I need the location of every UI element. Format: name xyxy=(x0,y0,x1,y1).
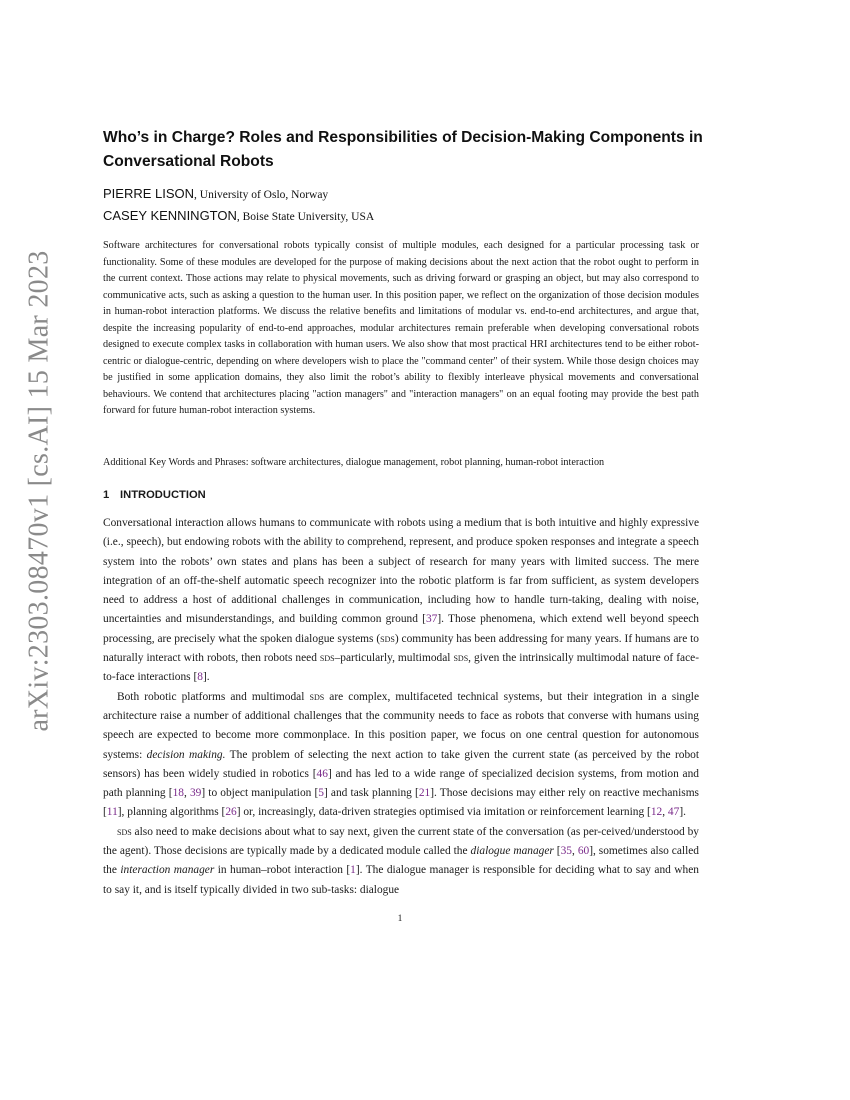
body-text xyxy=(103,514,699,900)
emphasis-text: dialogue manager xyxy=(470,845,554,858)
author-name: PIERRE LISON xyxy=(103,186,195,201)
citation-link[interactable]: 12 xyxy=(650,806,663,819)
text-run: ], sometimes also called the xyxy=(103,845,699,877)
abstract: Software architectures for conversational robots typically consist of multiple modules, each designed for a particular processing task or functionality. Some of these modules are developed for the purpose of making decisions about the next action that the robot ought to perform in the current context. Those actions may relate to physical movements, such as driving forward or grasping an object, but may also correspond to communicative acts, such as asking a question to the human user. In this position paper, we reflect on the organization of those decision modules in human-robot interaction platforms. We discuss the relative benefits and limitations of modular vs. end-to-end architectures, and argue that, despite the increasing popularity of end-to-end approaches, modular architectures remain preferable when developing conversational robots designed to execute complex tasks in collaboration with human users. We also show that most practical HRI architectures tend to be either robot-centric or dialogue-centric, depending on where developers wish to place the "command center" of their system. While those design choices may be justified in some application domains, they also limit the robot’s ability to flexibly interleave physical movements and conversational behaviours. We contend that architectures placing "action managers" and "interaction managers" on an equal footing may provide the best path forward for future human-robot interaction systems. xyxy=(103,240,699,416)
section-title: INTRODUCTION xyxy=(120,489,206,501)
text-run: Both robotic platforms and multimodal xyxy=(117,690,310,703)
text-run: Conversational interaction allows humans to communicate with robots using a medium that is both intuitive and highly expressive (i.e., speech), but endowing robots with the ability to comprehend, represent, and produce spoken responses and integrate a speech system into the robots’ own states and plans has been a subject of research for many years with limited success. The mere integration of an off-the-shelf automatic speech recognizer into the robotic platform is far from sufficient, as system developers need to address a host of additional challenges in communication, including how to handle turn-taking, dealing with noise, uncertainties and misunderstandings, and building common ground [ xyxy=(103,517,699,626)
text-run: ] to object manipulation [ xyxy=(201,787,319,800)
text-run: [ xyxy=(553,845,561,858)
emphasis-text: decision making. xyxy=(146,748,226,761)
citation-link[interactable]: 21 xyxy=(418,787,431,800)
author-2 xyxy=(103,208,374,223)
citation-link[interactable]: 47 xyxy=(667,806,680,819)
text-run: ] and has led to a wide range of specialized decision systems, from motion and path planning [ xyxy=(103,767,699,800)
paper-title: Who’s in Charge? Roles and Responsibilities of Decision-Making Components in Conversational Robots xyxy=(103,129,703,170)
acronym-text: sds xyxy=(453,652,469,665)
citation-link[interactable]: 18 xyxy=(172,787,184,800)
acronym-text: sds xyxy=(319,652,335,665)
arxiv-stamp xyxy=(20,250,60,732)
acronym-text: sds xyxy=(117,825,132,838)
text-run: The problem of selecting the next action to take given the current state (as perceived by the robot sensors) has been widely studied in robotics [ xyxy=(103,748,700,780)
citation-link[interactable]: 8 xyxy=(197,671,203,684)
section-number: 1 xyxy=(103,489,110,501)
text-run: ]. Those decisions may either rely on reactive mechanisms [ xyxy=(103,787,699,819)
citation-link[interactable]: 26 xyxy=(225,806,237,819)
citation-link[interactable]: 5 xyxy=(318,787,324,800)
body-paragraph xyxy=(103,823,699,900)
text-run: –particularly, multimodal xyxy=(334,652,454,665)
acronym-text: sds xyxy=(309,690,325,703)
author-affiliation: , Boise State University, USA xyxy=(236,211,375,223)
citation-link[interactable]: 1 xyxy=(350,864,356,877)
page-number: 1 xyxy=(397,914,403,924)
text-run: ]. xyxy=(202,671,210,684)
text-run: ], planning algorithms [ xyxy=(117,806,226,819)
text-run: ) community has been addressing for many years. If humans are to naturally interact with robots, then robots need xyxy=(103,632,700,665)
text-run: in human–robot interaction [ xyxy=(214,864,351,877)
text-run: , xyxy=(662,806,668,819)
text-run: also need to make decisions about what to say next, given the current state of the conversation (as per-ceived/understood by the agent). Those decisions are typically made by a dedicated module called the xyxy=(103,825,699,858)
keywords: Additional Key Words and Phrases: software architectures, dialogue management, robot planning, human-robot interaction xyxy=(103,457,605,468)
emphasis-text: interaction manager xyxy=(120,864,215,877)
citation-link[interactable]: 35 xyxy=(560,845,572,858)
citation-link[interactable]: 46 xyxy=(316,767,328,780)
citation-link[interactable]: 60 xyxy=(577,845,590,858)
author-1 xyxy=(103,186,328,201)
body-paragraph xyxy=(103,514,699,688)
text-run: ]. Those phenomena, which extend well beyond speech processing, are precisely what the spoken dialogue systems ( xyxy=(103,613,699,645)
text-run: are complex, multifaceted technical systems, but their integration in a single architecture raise a number of additional challenges that the community needs to face as robots that converse with humans using speech are expected to become more commonplace. In this position paper, we focus on one central question for autonomous systems: xyxy=(103,690,700,761)
citation-link[interactable]: 39 xyxy=(189,787,202,800)
text-run: , xyxy=(183,787,190,800)
section-heading xyxy=(103,489,206,501)
text-run: , xyxy=(572,845,578,858)
text-run: , given the intrinsically multimodal nature of face-to-face interactions [ xyxy=(103,652,699,684)
author-affiliation: , University of Oslo, Norway xyxy=(194,189,329,201)
text-run: ]. xyxy=(679,806,686,819)
acronym-text: sds xyxy=(380,632,395,645)
body-paragraph xyxy=(103,688,699,823)
author-name: CASEY KENNINGTON xyxy=(103,208,237,223)
arxiv-identifier: arXiv:2303.08470v1 [cs.AI] 15 Mar 2023 xyxy=(24,250,56,732)
text-run: ] or, increasingly, data-driven strategies optimised via imitation or reinforcement learning [ xyxy=(236,806,651,819)
citation-link[interactable]: 37 xyxy=(425,613,438,626)
text-run: ]. The dialogue manager is responsible for deciding what to say and when to say it, and is itself typically divided in two sub-tasks: dialogue xyxy=(103,864,699,896)
text-run: ] and task planning [ xyxy=(324,787,419,800)
citation-link[interactable]: 11 xyxy=(106,806,118,819)
